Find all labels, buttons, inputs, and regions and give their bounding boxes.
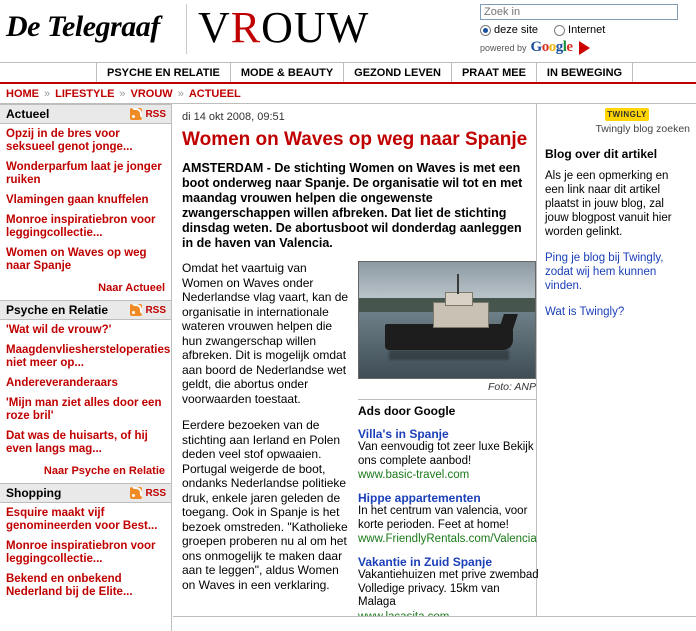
breadcrumb-separator-2: » — [119, 87, 126, 100]
rss-label: RSS — [145, 487, 166, 499]
list-item[interactable]: Andereveranderaars — [6, 377, 118, 389]
rss-label: RSS — [145, 304, 166, 316]
powered-by-label: powered by — [480, 42, 527, 53]
list-item[interactable]: Vlamingen gaan knuffelen — [6, 194, 149, 206]
list-item[interactable]: Monroe inspiratiebron voor leggingcollectie... — [6, 214, 156, 239]
list-item[interactable]: Maagdenvlieshersteloperaties niet meer op... — [6, 344, 171, 369]
twingly-what-is-link[interactable]: Wat is Twingly? — [545, 306, 625, 318]
footer-divider — [173, 616, 696, 631]
breadcrumb-vrouw[interactable]: VROUW — [130, 87, 173, 100]
logo-divider — [186, 4, 187, 54]
article-text-column — [180, 261, 350, 624]
ad-text: Vakantiehuizen met prive zwembad Volledige privacy. 15km van Malaga — [358, 569, 539, 608]
search-submit-arrow-icon[interactable] — [579, 41, 590, 55]
article-dateline: AMSTERDAM - — [182, 161, 271, 175]
ad-item[interactable] — [358, 491, 540, 546]
sidebar-more-actueel[interactable]: Naar Actueel — [98, 282, 165, 294]
twingly-ping-link[interactable]: Ping je blog bij Twingly, zodat wij hem kunnen vinden. — [545, 252, 664, 292]
breadcrumb — [0, 84, 696, 104]
ad-url[interactable]: www.basic-travel.com — [358, 469, 470, 481]
radio-internet-label: Internet — [568, 24, 606, 36]
nav-item-gezond-leven[interactable]: GEZOND LEVEN — [343, 63, 452, 82]
logo-vrouw-ouw: OUW — [261, 3, 370, 52]
article-photo — [358, 261, 536, 379]
breadcrumb-separator-1: » — [44, 87, 51, 100]
page-title: Women on Waves op weg naar Spanje — [182, 129, 528, 150]
sidebar-list-psyche — [0, 320, 171, 465]
photo-credit: Foto: ANP — [487, 381, 536, 393]
sidebar-section-title-actueel: Actueel — [6, 107, 50, 121]
photo-ship-cabin — [445, 292, 473, 306]
article-body — [180, 261, 539, 624]
ad-text: In het centrum van valencia, voor korte perioden. Feet at home! — [358, 505, 528, 531]
twingly-paragraph: Als je een opmerking en een link naar dit artikel plaatst in jouw blog, zal jouw blogpost vanuit hier worden gelinkt. — [545, 170, 672, 238]
rss-link-actueel[interactable] — [130, 108, 166, 120]
ads-heading: Ads door Google — [358, 399, 536, 418]
sidebar-section-header-actueel — [0, 104, 171, 124]
search-box — [480, 4, 688, 56]
article-paragraph-2: Eerdere bezoeken van de stichting aan Ierland en Polen deden veel stof opwaaien. Portugal weigerde de boot, ondanks Nederlandse politieke druk, enkele jaren geleden de toegang. Ook in Spanje is het bezoek omstreden. "Katholieke groepen proberen nu al om het ons onmogelijk te maken daar aan te leggen", aldus Women on Waves in een verklaring. — [182, 418, 348, 592]
photo-ship-mast — [457, 274, 459, 294]
twingly-panel — [536, 104, 696, 631]
nav-item-in-beweging[interactable]: IN BEWEGING — [536, 63, 633, 82]
list-item[interactable]: Wonderparfum laat je jonger ruiken — [6, 161, 162, 186]
twingly-subtitle: Twingly blog zoeken — [595, 123, 690, 135]
breadcrumb-lifestyle[interactable]: LIFESTYLE — [55, 87, 115, 100]
ad-text: Van eenvoudig tot zeer luxe Bekijk ons complete aanbod! — [358, 441, 534, 467]
sidebar-section-header-shopping — [0, 483, 171, 503]
rss-link-psyche[interactable] — [130, 304, 166, 316]
rss-icon — [130, 487, 142, 499]
list-item[interactable]: Bekend en onbekend Nederland bij de Elite... — [6, 573, 133, 598]
ad-title[interactable]: Vakantie in Zuid Spanje — [358, 555, 493, 569]
logo-vrouw[interactable] — [198, 2, 369, 54]
twingly-badge: TWINGLY — [605, 108, 649, 121]
nav-item-praat-mee[interactable]: PRAAT MEE — [451, 63, 537, 82]
nav-item-mode-beauty[interactable]: MODE & BEAUTY — [230, 63, 344, 82]
radio-deze-site-label: deze site — [494, 24, 539, 36]
powered-by-google — [480, 39, 688, 56]
sidebar-list-shopping — [0, 503, 171, 608]
list-item[interactable]: 'Wat wil de vrouw?' — [6, 324, 112, 336]
ad-item[interactable] — [358, 555, 540, 624]
sidebar-more-psyche[interactable]: Naar Psyche en Relatie — [43, 465, 165, 477]
content-area — [0, 104, 696, 631]
sidebar-section-header-psyche — [0, 300, 171, 320]
article-date: di 14 okt 2008, 09:51 — [182, 111, 285, 123]
rss-label: RSS — [145, 108, 166, 120]
ad-title[interactable]: Villa's in Spanje — [358, 427, 449, 441]
radio-deze-site[interactable] — [480, 25, 491, 36]
list-item[interactable]: Women on Waves op weg naar Spanje — [6, 247, 147, 272]
google-logo: Google — [530, 39, 573, 55]
rss-link-shopping[interactable] — [130, 487, 166, 499]
ad-item[interactable] — [358, 427, 540, 482]
sidebar — [0, 104, 172, 631]
logo-vrouw-r: R — [230, 3, 262, 52]
ad-url[interactable]: www.FriendlyRentals.com/Valencia — [358, 533, 537, 545]
article-media-column — [358, 261, 540, 624]
twingly-heading: Blog over dit artikel — [545, 147, 658, 161]
article-paragraph-1: Omdat het vaartuig van Women on Waves onder Nederlandse vlag vaart, kan de organisatie in internationale wateren vrouwen helpen die hun zwangerschap willen afbreken. Dit is mogelijk omdat aan boord de Nederlandse wet geldt, die abortus onder voorwaarden toestaat. — [182, 261, 349, 406]
rss-icon — [130, 304, 142, 316]
list-item[interactable]: 'Mijn man ziet alles door een roze bril' — [6, 397, 162, 422]
masthead — [0, 0, 696, 63]
radio-internet[interactable] — [554, 25, 565, 36]
breadcrumb-separator-3: » — [177, 87, 184, 100]
article — [172, 104, 539, 624]
list-item[interactable]: Monroe inspiratiebron voor leggingcollectie... — [6, 540, 156, 565]
ad-title[interactable]: Hippe appartementen — [358, 491, 481, 505]
list-item[interactable]: Opzij in de bres voor seksueel genot jonge... — [6, 128, 133, 153]
search-scope-options — [480, 24, 688, 36]
list-item[interactable]: Dat was de huisarts, of hij even langs mag... — [6, 430, 148, 455]
nav-item-psyche-en-relatie[interactable]: PSYCHE EN RELATIE — [96, 63, 231, 82]
breadcrumb-home[interactable]: HOME — [6, 87, 39, 100]
sidebar-list-actueel — [0, 124, 171, 282]
photo-reflection — [389, 350, 509, 360]
rss-icon — [130, 108, 142, 120]
article-intro — [182, 161, 528, 251]
logo-vrouw-v: V — [198, 3, 231, 52]
sidebar-section-title-shopping: Shopping — [6, 486, 62, 500]
breadcrumb-actueel[interactable]: ACTUEEL — [188, 87, 241, 100]
list-item[interactable]: Esquire maakt vijf genomineerden voor Best... — [6, 507, 158, 532]
sidebar-section-title-psyche: Psyche en Relatie — [6, 303, 109, 317]
search-input[interactable] — [480, 4, 678, 20]
main-nav — [0, 63, 696, 84]
logo-telegraaf[interactable]: De Telegraaf — [6, 10, 160, 43]
article-intro-text: De stichting Women on Waves is met een boot onderweg naar Spanje. De organisatie wil tot en met maandag vrouwen helpen die ongewenste zwangerschappen willen afbreken. Dat liet de stichting dinsdag weten. De abortusboot wil donderdag aanleggen in de haven van Valencia. — [182, 161, 523, 250]
